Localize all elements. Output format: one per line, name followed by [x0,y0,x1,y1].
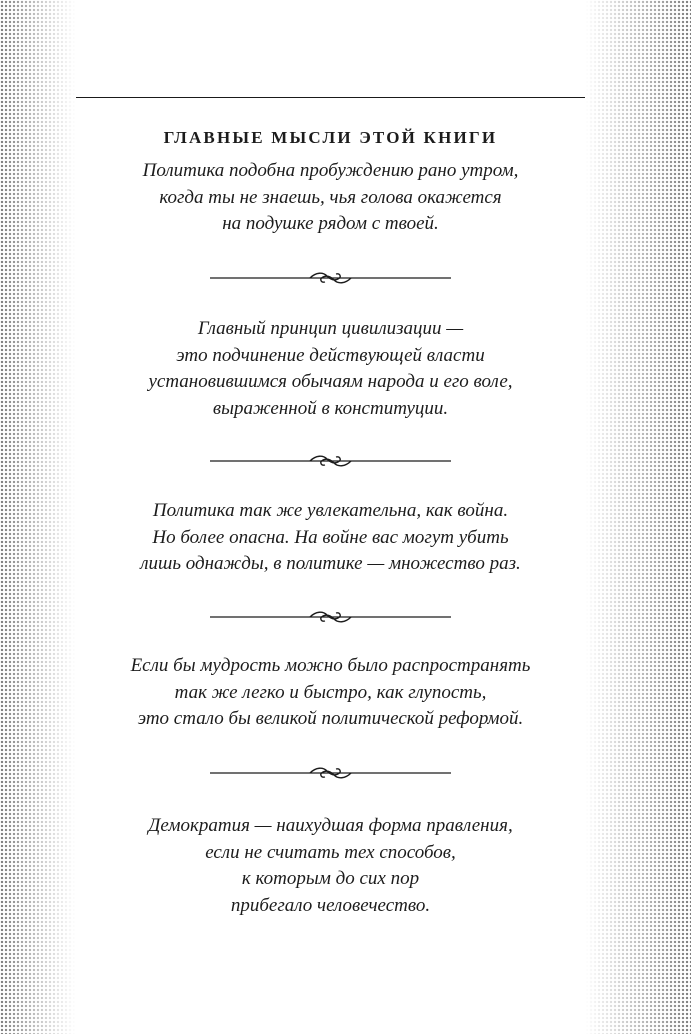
quote-line: лишь однажды, в политике — множество раз. [140,553,521,574]
quote-line: Но более опасна. На войне вас могут убить [152,526,509,548]
quote-4 [76,653,585,733]
quote-line: к которым до сих пор [241,868,420,889]
quote-line: выраженной в конституции. [212,397,449,419]
right-halftone-border [585,0,691,1034]
flourish-divider-icon [210,610,451,624]
quote-line: прибегало человечество. [230,894,431,916]
quote-line: это подчинение действующей власти [176,344,485,366]
quote-line: Политика так же увлекательна, как война. [152,500,509,521]
quote-line: это стало бы великой политической реформой. [137,708,524,729]
quote-line: на подушке рядом с твоей. [222,213,439,234]
top-rule [76,97,585,98]
quote-line: установившимся обычаям народа и его воле, [148,371,513,392]
quote-2 [76,316,585,422]
quote-1 [76,158,585,238]
page-heading: ГЛАВНЫЕ МЫСЛИ ЭТОЙ КНИГИ [163,128,498,147]
quote-line: если не считать тех способов, [205,841,456,863]
quote-line: когда ты не знаешь, чья голова окажется [159,186,502,208]
flourish-divider-icon [210,271,451,285]
left-halftone-border [0,0,76,1034]
quote-3 [76,498,585,578]
flourish-divider-icon [210,454,451,468]
quote-line: Главный принцип цивилизации — [197,318,464,339]
quote-line: Политика подобна пробуждению рано утром, [142,160,519,181]
quote-line: Если бы мудрость можно было распространять [130,655,531,676]
quote-5 [76,813,585,919]
quote-line: Демократия — наихудшая форма правления, [148,815,513,836]
quote-line: так же легко и быстро, как глупость, [174,681,487,703]
flourish-divider-icon [210,766,451,780]
book-page [76,0,585,1034]
